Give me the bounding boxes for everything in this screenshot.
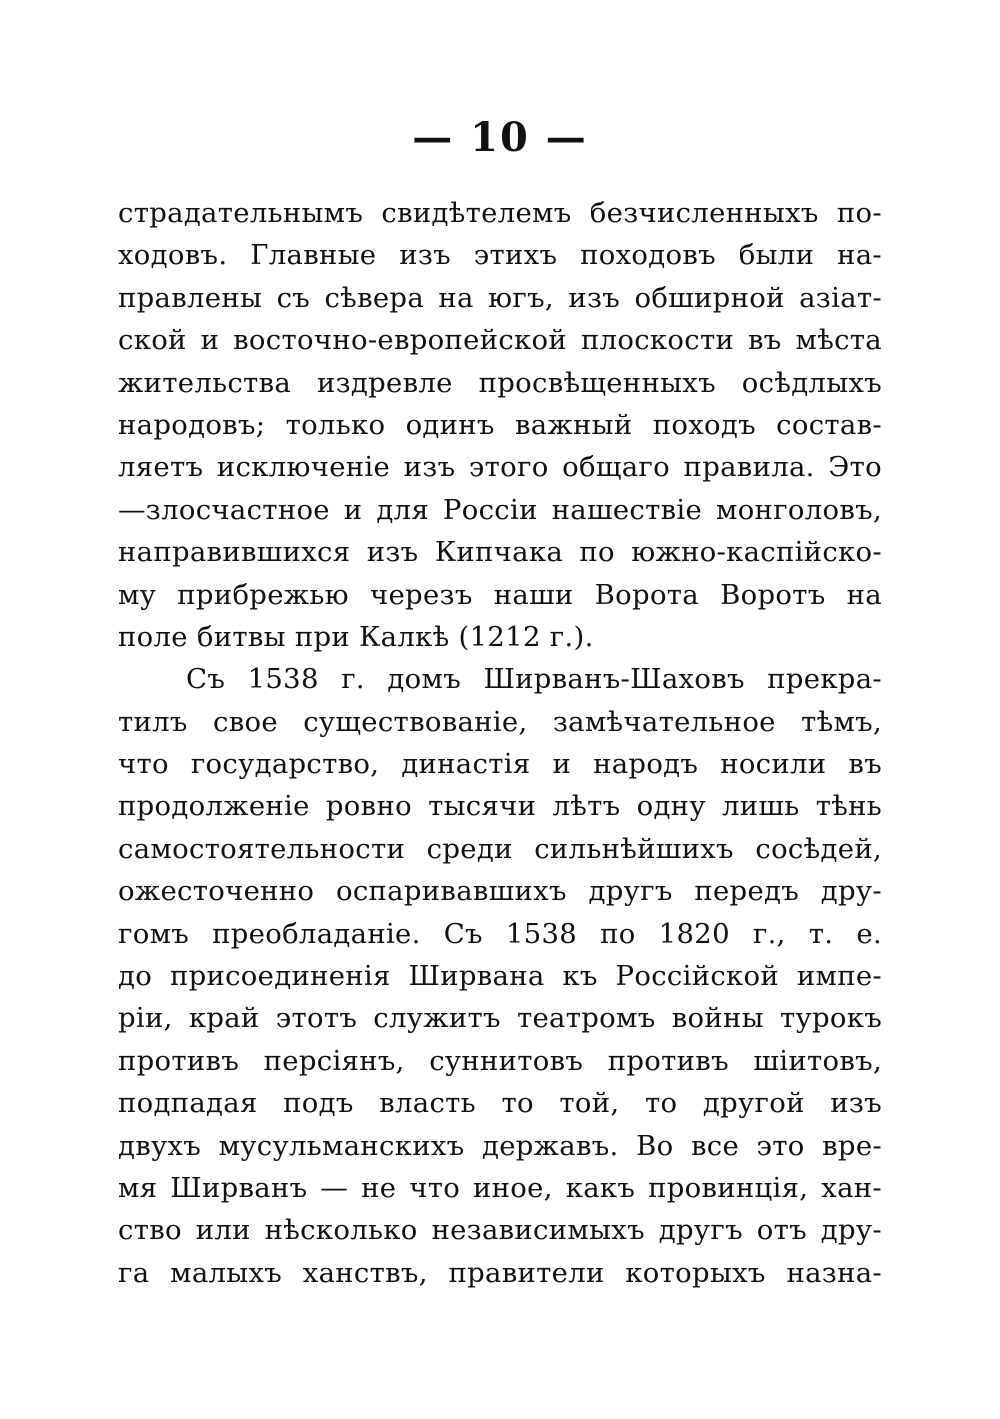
text-line: ожесточенно оспаривавшихъ другъ передъ дру- [118, 875, 882, 908]
text-line: му прибрежью черезъ наши Ворота Воротъ на [118, 578, 882, 611]
text-line: до присоединенія Ширвана къ Россійской импе- [118, 960, 882, 993]
text-line: мя Ширванъ — не что иное, какъ провинція, хан- [118, 1171, 882, 1204]
text-line: га малыхъ ханствъ, правители которыхъ назна- [118, 1256, 882, 1289]
text-line: противъ персіянъ, суннитовъ противъ шіитовъ, [118, 1044, 882, 1077]
text-line: ляетъ исключеніе изъ этого общаго правила. Это [118, 451, 882, 484]
text-line: ство или нѣсколько независимыхъ другъ отъ дру- [118, 1214, 882, 1247]
text-line: гомъ преобладаніе. Съ 1538 по 1820 г., т. е. [118, 917, 882, 950]
text-line: направившихся изъ Кипчака по южно-каспійско- [118, 536, 882, 569]
text-line: двухъ мусульманскихъ державъ. Во все это вре- [118, 1129, 882, 1162]
text-line: ходовъ. Главные изъ этихъ походовъ были на- [118, 239, 882, 272]
paragraph-start-line: Съ 1538 г. домъ Ширванъ-Шаховъ прекра- [186, 663, 882, 696]
text-line: тилъ свое существованіе, замѣчательное тѣмъ, [118, 705, 882, 738]
text-line: самостоятельности среди сильнѣйшихъ сосѣдей, [118, 832, 882, 865]
text-line: страдательнымъ свидѣтелемъ безчисленныхъ по- [118, 197, 882, 229]
page-number: — 10 — [412, 114, 588, 161]
text-line: правлены съ сѣвера на югъ, изъ обширной азіат- [118, 281, 882, 314]
text-line: что государство, династія и народъ носили въ [118, 748, 882, 781]
text-block [118, 192, 882, 1294]
text-line: продолженіе ровно тысячи лѣтъ одну лишь тѣнь [118, 790, 882, 823]
text-line: подпадая подъ власть то той, то другой изъ [118, 1087, 882, 1120]
text-line: —злосчастное и для Россіи нашествіе монголовъ, [118, 493, 882, 526]
text-line: ріи, край этотъ служитъ театромъ войны турокъ [118, 1002, 882, 1035]
text-line: жительства издревле просвѣщенныхъ осѣдлыхъ [118, 366, 882, 399]
text-line: ской и восточно-европейской плоскости въ мѣста [118, 324, 882, 357]
paragraph-end-line: поле битвы при Калкѣ (1212 г.). [118, 620, 594, 653]
text-line: народовъ; только одинъ важный походъ состав- [118, 408, 882, 441]
